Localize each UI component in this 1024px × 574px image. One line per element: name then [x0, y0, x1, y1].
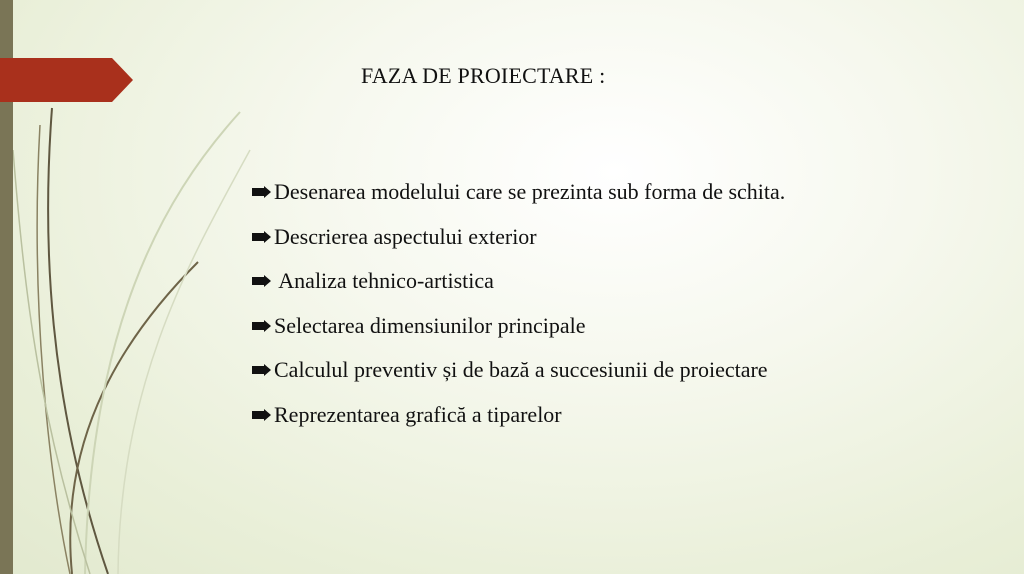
bullet-text: Selectarea dimensiunilor principale: [274, 312, 586, 338]
right-arrow-bullet-icon: [252, 409, 272, 421]
right-arrow-bullet-icon: [252, 364, 272, 376]
bullet-text: Calculul preventiv și de bază a succesiunii de proiectare: [274, 357, 768, 383]
right-arrow-bullet-icon: [252, 320, 272, 332]
bullet-item: [252, 170, 785, 215]
bullet-item: [252, 304, 785, 349]
right-arrow-bullet-icon: [252, 231, 272, 243]
bullet-text: Reprezentarea grafică a tiparelor: [274, 401, 562, 427]
title-pennant-arrow: [0, 58, 134, 102]
right-arrow-bullet-icon: [252, 186, 272, 198]
bullet-item: [252, 259, 785, 304]
bullet-list: [252, 170, 785, 437]
bullet-item: [252, 215, 785, 260]
right-arrow-bullet-icon: [252, 275, 272, 287]
bullet-text: Analiza tehnico-artistica: [274, 268, 494, 294]
bullet-item: [252, 393, 785, 438]
bullet-text: Desenarea modelului care se prezinta sub forma de schita.: [274, 179, 786, 205]
bullet-text: Descrierea aspectului exterior: [274, 223, 537, 249]
bullet-item: [252, 348, 785, 393]
slide-title: FAZA DE PROIECTARE :: [361, 63, 606, 88]
